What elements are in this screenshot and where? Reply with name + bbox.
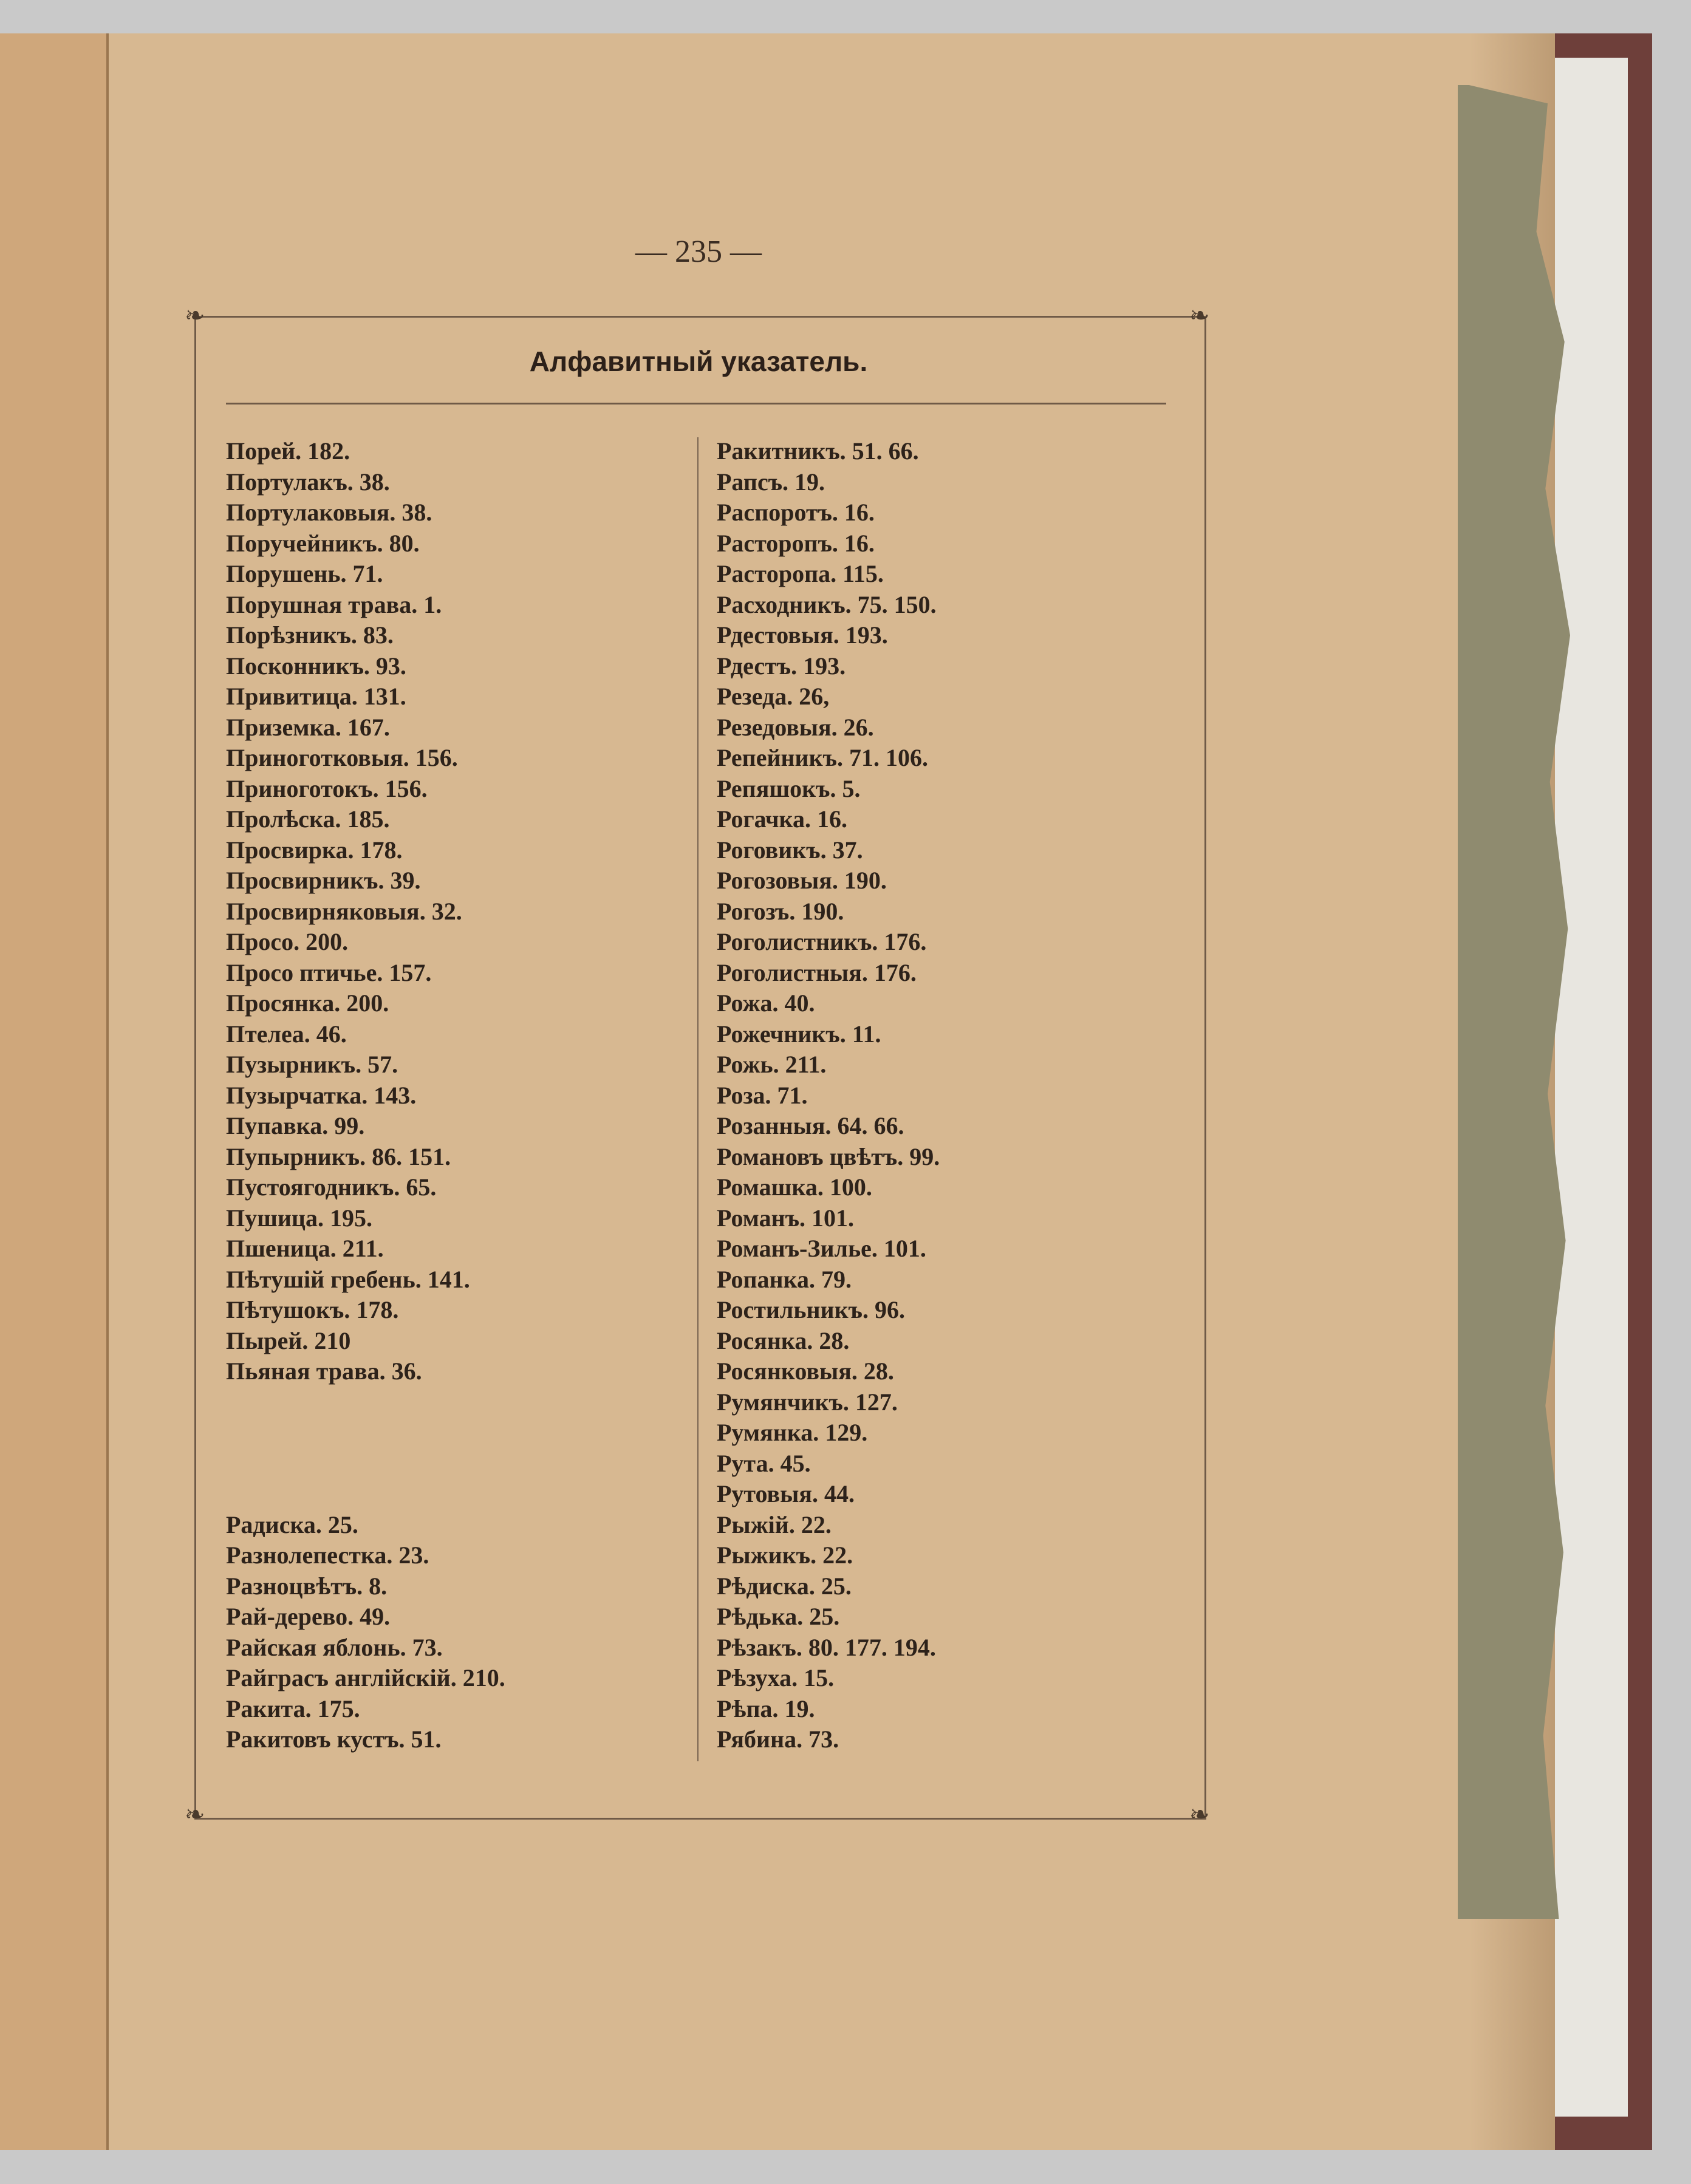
index-entry: Румянчикъ. 127.	[717, 1388, 898, 1416]
index-entry: Романъ-Зилье. 101.	[717, 1235, 926, 1262]
index-entry: Пупавка. 99.	[226, 1112, 365, 1139]
index-entry: Пушица. 195.	[226, 1204, 372, 1232]
index-entry: Растoропа. 115.	[717, 560, 884, 587]
index-entry: Просянка. 200.	[226, 989, 389, 1017]
index-entry: Романъ. 101.	[717, 1204, 855, 1232]
index-entry: Рутовыя. 44.	[717, 1480, 855, 1507]
title-rule	[226, 403, 1166, 404]
left-column	[226, 436, 505, 1755]
index-entry: Розанныя. 64. 66.	[717, 1112, 904, 1139]
ornament-icon: ❧	[1189, 302, 1210, 329]
torn-page-edge	[1458, 85, 1570, 1919]
index-entry: Ракитникъ. 51. 66.	[717, 437, 919, 465]
right-column	[717, 436, 940, 1755]
index-entry	[226, 1449, 505, 1479]
index-entry: Рапсъ. 19.	[717, 468, 825, 496]
index-entry: Расторопъ. 16.	[717, 529, 875, 557]
index-entry: Порей. 182.	[226, 437, 350, 465]
index-entry: Росянка. 28.	[717, 1326, 850, 1354]
index-entry: Привитица. 131.	[226, 683, 406, 710]
ornament-icon: ❧	[1189, 1801, 1210, 1828]
index-entry: Рожечникъ. 11.	[717, 1020, 881, 1048]
index-entry: Пузырчатка. 143.	[226, 1081, 417, 1109]
index-entry: Рыжій. 22.	[717, 1510, 832, 1538]
index-entry: Ромашка. 100.	[717, 1173, 872, 1201]
index-entry: Рѣдька. 25.	[717, 1603, 840, 1630]
index-entry: Пустоягодникъ. 65.	[226, 1173, 437, 1201]
index-entry	[226, 1479, 505, 1510]
index-entry: Райская яблонь. 73.	[226, 1633, 443, 1661]
index-entry: Разнолепестка. 23.	[226, 1541, 429, 1569]
index-entry: Репейникъ. 71. 106.	[717, 744, 928, 771]
index-entry: Приноготокъ. 156.	[226, 774, 428, 802]
index-entry: Птелеа. 46.	[226, 1020, 347, 1048]
index-entry: Просвирникъ. 39.	[226, 867, 421, 894]
index-entry: Приноготковыя. 156.	[226, 744, 458, 771]
index-entry: Роговикъ. 37.	[717, 836, 863, 864]
index-entry: Роза. 71.	[717, 1081, 808, 1109]
index-entry	[226, 1387, 505, 1418]
index-entry: Рябина. 73.	[717, 1725, 839, 1753]
index-entry: Разноцвѣтъ. 8.	[226, 1572, 388, 1600]
index-entry: Рѣпа. 19.	[717, 1694, 815, 1722]
index-entry: Роголистникъ. 176.	[717, 928, 927, 955]
index-entry	[226, 1418, 505, 1449]
index-entry: Роголистныя. 176.	[717, 958, 917, 986]
index-entry: Просвирка. 178.	[226, 836, 403, 864]
index-entry: Росянковыя. 28.	[717, 1357, 894, 1385]
index-entry: Пѣтушокъ. 178.	[226, 1296, 399, 1323]
index-entry: Пѣтушій гребень. 141.	[226, 1265, 470, 1293]
index-entry: Пролѣска. 185.	[226, 805, 390, 833]
index-entry: Просо. 200.	[226, 928, 349, 955]
index-entry: Репяшокъ. 5.	[717, 774, 861, 802]
index-entry: Рдестовыя. 193.	[717, 621, 888, 649]
index-entry: Просвирняковыя. 32.	[226, 897, 462, 925]
index-entry: Ракита. 175.	[226, 1694, 360, 1722]
index-entry: Пьяная трава. 36.	[226, 1357, 422, 1385]
index-entry: Райграсъ англійскій. 210.	[226, 1664, 505, 1691]
index-entry: Портулакъ. 38.	[226, 468, 390, 496]
ornament-icon: ❧	[185, 1801, 205, 1828]
index-entry: Порѣзникъ. 83.	[226, 621, 394, 649]
index-entry: Румянка. 129.	[717, 1419, 868, 1446]
index-entry: Пырей. 210	[226, 1326, 351, 1354]
index-entry: Порушень. 71.	[226, 560, 383, 587]
index-title: Алфавитный указатель.	[529, 346, 868, 377]
index-entry: Рогачка. 16.	[717, 805, 847, 833]
column-divider	[697, 437, 699, 1761]
index-entry: Резеда. 26,	[717, 683, 830, 710]
index-entry: Порушная трава. 1.	[226, 590, 442, 618]
index-entry: Рѣзуха. 15.	[717, 1664, 835, 1691]
index-entry: Рута. 45.	[717, 1449, 811, 1477]
index-entry: Расходникъ. 75. 150.	[717, 590, 937, 618]
index-entry: Рыжикъ. 22.	[717, 1541, 853, 1569]
index-entry: Пупырникъ. 86. 151.	[226, 1142, 451, 1170]
index-entry: Пузырникъ. 57.	[226, 1051, 398, 1078]
left-leaf	[0, 33, 109, 2150]
index-entry: Рдестъ. 193.	[717, 652, 846, 680]
index-entry: Поручейникъ. 80.	[226, 529, 420, 557]
index-entry: Посконникъ. 93.	[226, 652, 406, 680]
index-entry: Рогозовыя. 190.	[717, 867, 887, 894]
index-entry: Ростильникъ. 96.	[717, 1296, 905, 1323]
index-entry: Романовъ цвѣтъ. 99.	[717, 1142, 940, 1170]
index-entry: Рожь. 211.	[717, 1051, 827, 1078]
index-entry: Портулаковыя. 38.	[226, 499, 432, 526]
index-entry: Ракитовъ кустъ. 51.	[226, 1725, 442, 1753]
index-entry: Рогозъ. 190.	[717, 897, 844, 925]
index-entry: Рѣдиска. 25.	[717, 1572, 852, 1600]
index-entry: Приземка. 167.	[226, 713, 390, 741]
index-entry: Ропанка. 79.	[717, 1265, 852, 1293]
index-entry: Рай-дерево. 49.	[226, 1603, 391, 1630]
page-number: — 235 —	[635, 234, 762, 269]
index-entry: Рѣзакъ. 80. 177. 194.	[717, 1633, 936, 1661]
index-entry: Пшеница. 211.	[226, 1235, 384, 1262]
index-entry: Радиска. 25.	[226, 1510, 358, 1538]
ornament-icon: ❧	[185, 302, 205, 329]
index-entry: Рожа. 40.	[717, 989, 815, 1017]
index-entry: Просо птичье. 157.	[226, 958, 432, 986]
index-entry: Резедовыя. 26.	[717, 713, 874, 741]
index-entry: Распоротъ. 16.	[717, 499, 875, 526]
